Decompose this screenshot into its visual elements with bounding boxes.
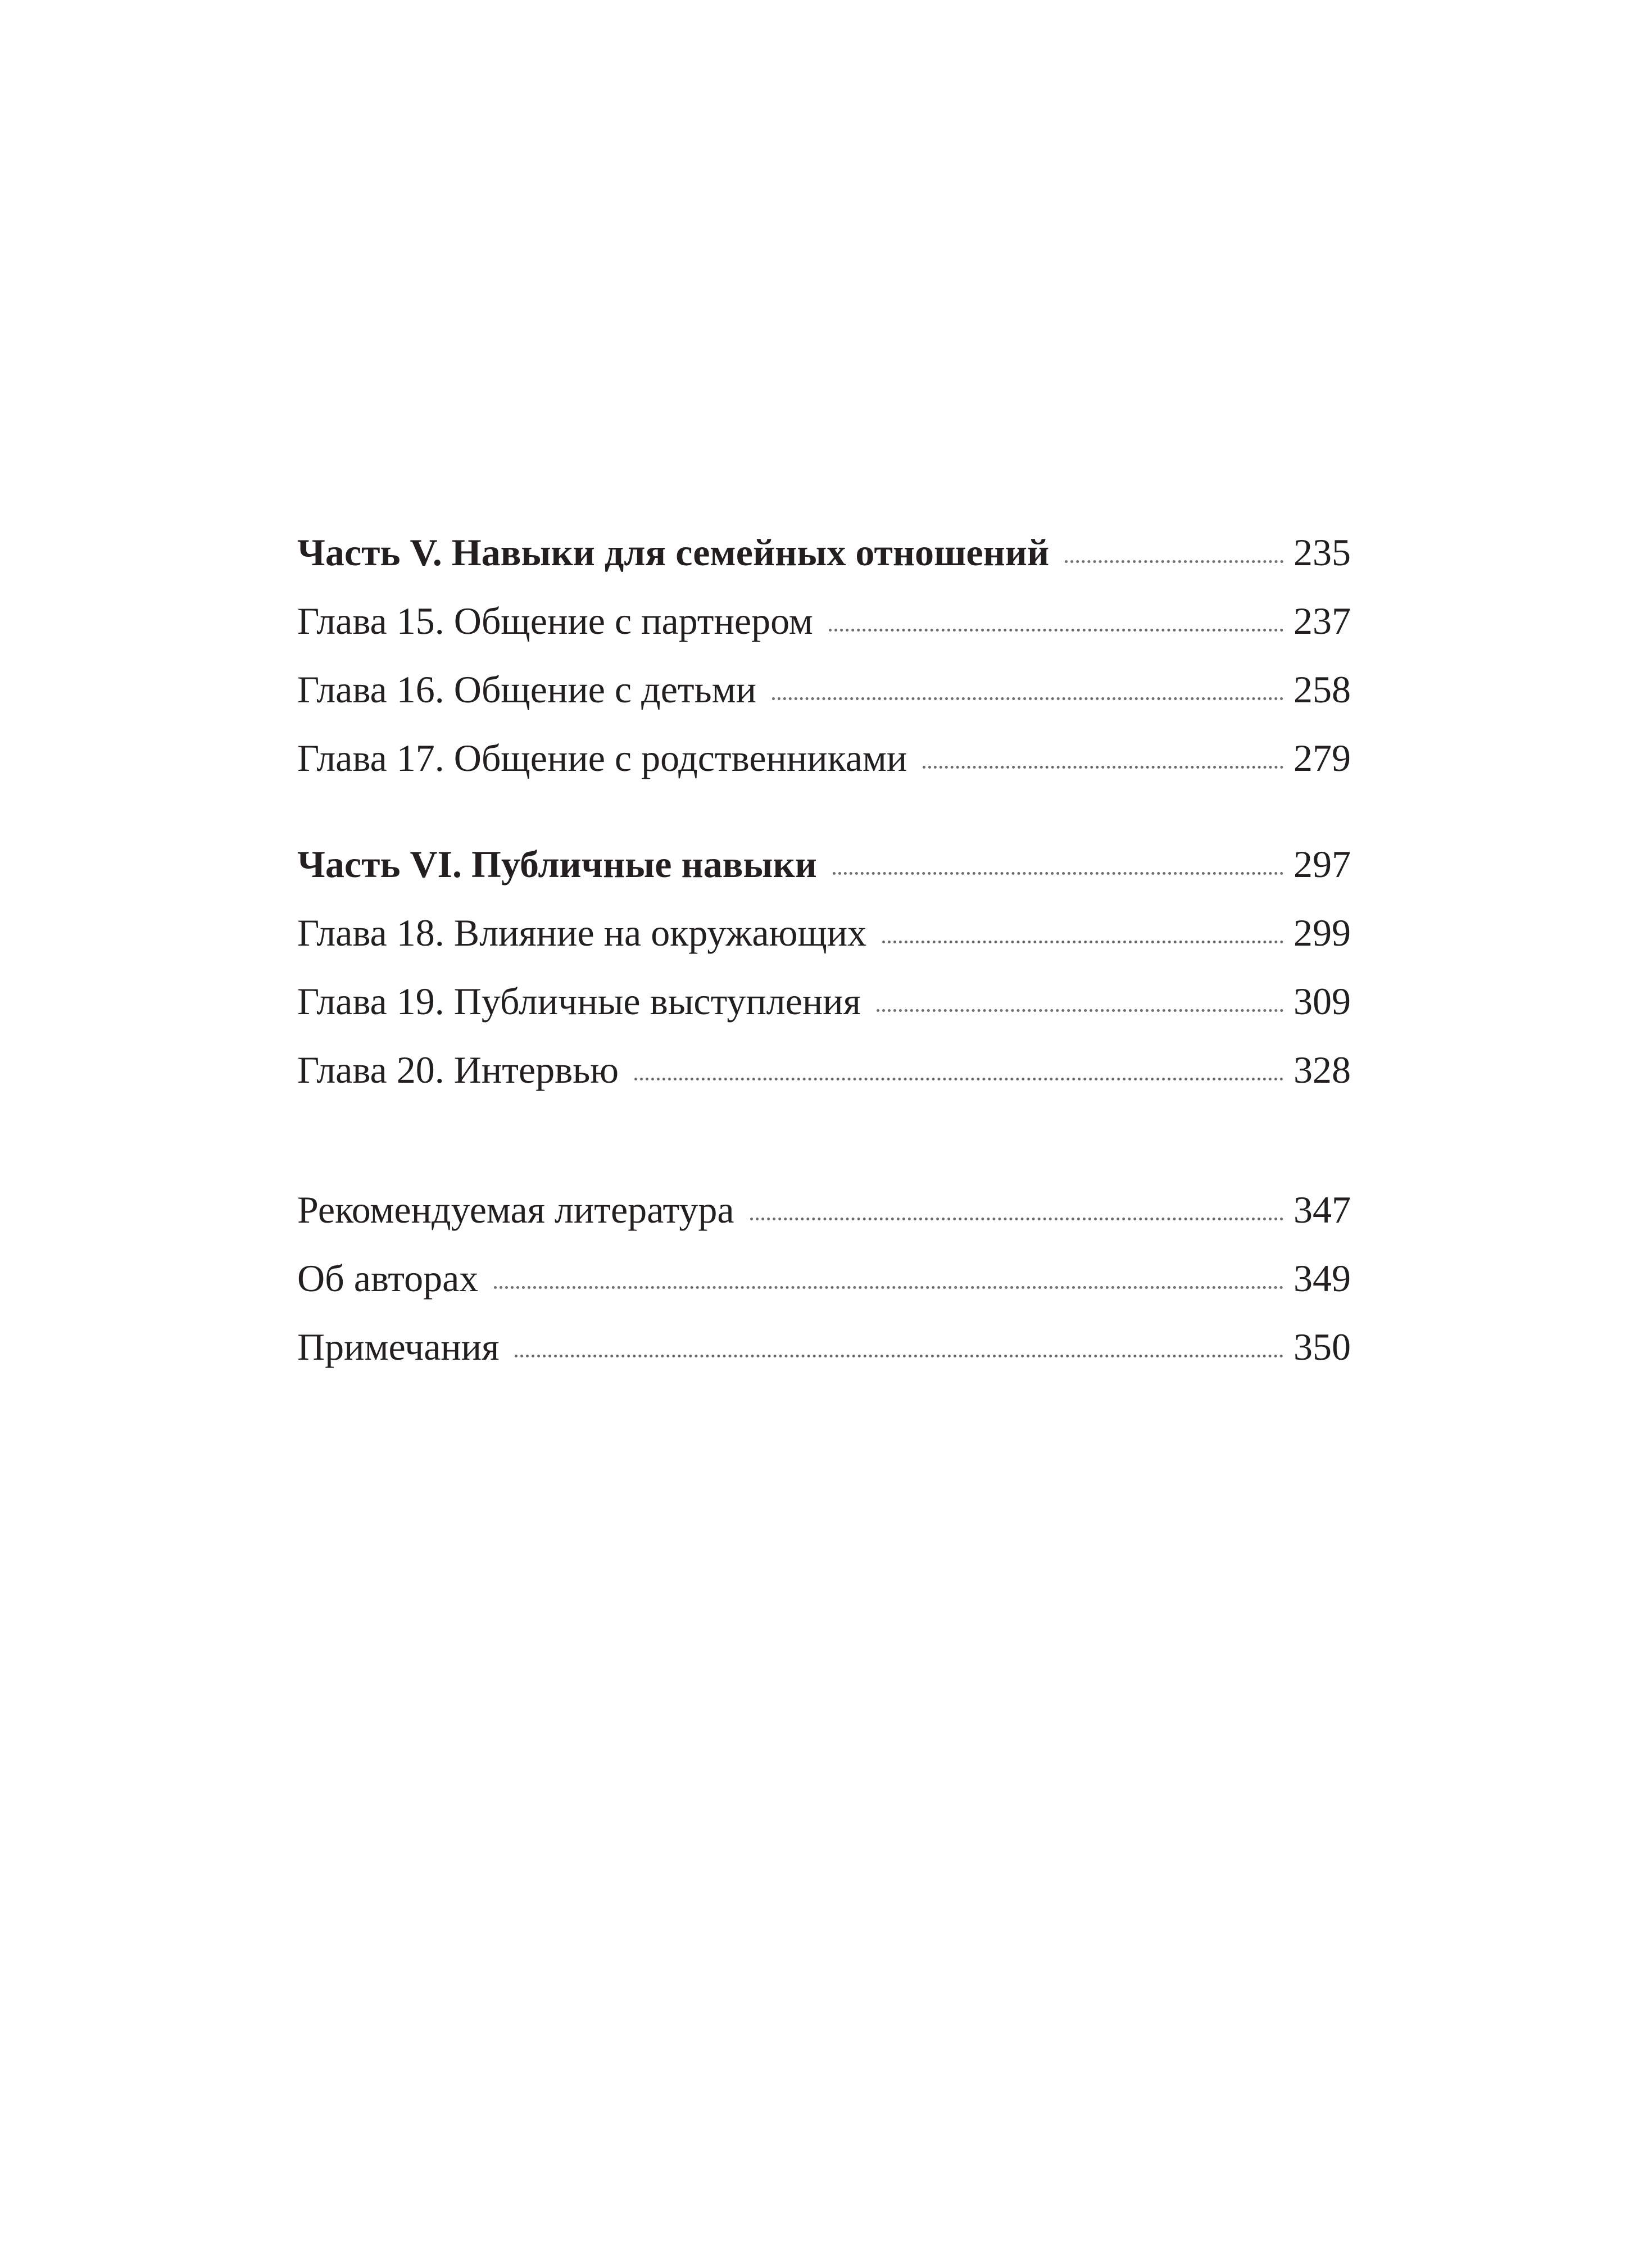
dot-leader [515,1355,1283,1357]
toc-chapter-15[interactable] [297,594,1351,648]
toc-part-title: Часть VI. Публичные навыки [297,843,817,885]
toc-chapter-20[interactable] [297,1043,1351,1097]
toc-part-5[interactable] [297,525,1351,579]
toc-page-number: 279 [1294,737,1351,779]
toc-backmatter-title: Об авторах [297,1257,479,1300]
dot-leader [634,1078,1283,1080]
dot-leader [877,1009,1283,1012]
toc-part-6[interactable] [297,837,1351,891]
toc-page-number: 309 [1294,980,1351,1023]
toc-page-number: 350 [1294,1325,1351,1368]
dot-leader [829,629,1283,632]
toc-backmatter-title: Рекомендуемая литература [297,1188,734,1231]
dot-leader [750,1218,1283,1220]
toc-chapter-title: Глава 16. Общение с детьми [297,668,757,711]
toc-about-authors[interactable] [297,1251,1351,1305]
dot-leader [772,697,1283,700]
toc-notes[interactable] [297,1320,1351,1374]
toc-part-title: Часть V. Навыки для семейных отношений [297,531,1050,574]
toc-page-number: 347 [1294,1188,1351,1231]
toc-chapter-17[interactable] [297,731,1351,785]
toc-recommended-reading[interactable] [297,1183,1351,1237]
dot-leader [882,941,1283,943]
toc-chapter-title: Глава 18. Влияние на окружающих [297,911,867,954]
toc-backmatter-title: Примечания [297,1325,500,1368]
toc-chapter-title: Глава 17. Общение с родственниками [297,737,907,779]
toc-chapter-18[interactable] [297,906,1351,960]
dot-leader [494,1286,1283,1289]
toc-chapter-title: Глава 20. Интервью [297,1048,619,1091]
dot-leader [1065,560,1283,563]
toc-chapter-19[interactable] [297,974,1351,1028]
toc-page-number: 328 [1294,1048,1351,1091]
toc-page-number: 235 [1294,531,1351,574]
toc-chapter-title: Глава 19. Публичные выступления [297,980,861,1023]
toc-chapter-title: Глава 15. Общение с партнером [297,600,813,642]
toc-page-number: 299 [1294,911,1351,954]
toc-chapter-16[interactable] [297,662,1351,716]
toc-page-number: 237 [1294,600,1351,642]
toc-page-number: 349 [1294,1257,1351,1300]
toc-page-number: 297 [1294,843,1351,885]
dot-leader [923,766,1283,769]
dot-leader [833,872,1283,875]
toc-page-number: 258 [1294,668,1351,711]
